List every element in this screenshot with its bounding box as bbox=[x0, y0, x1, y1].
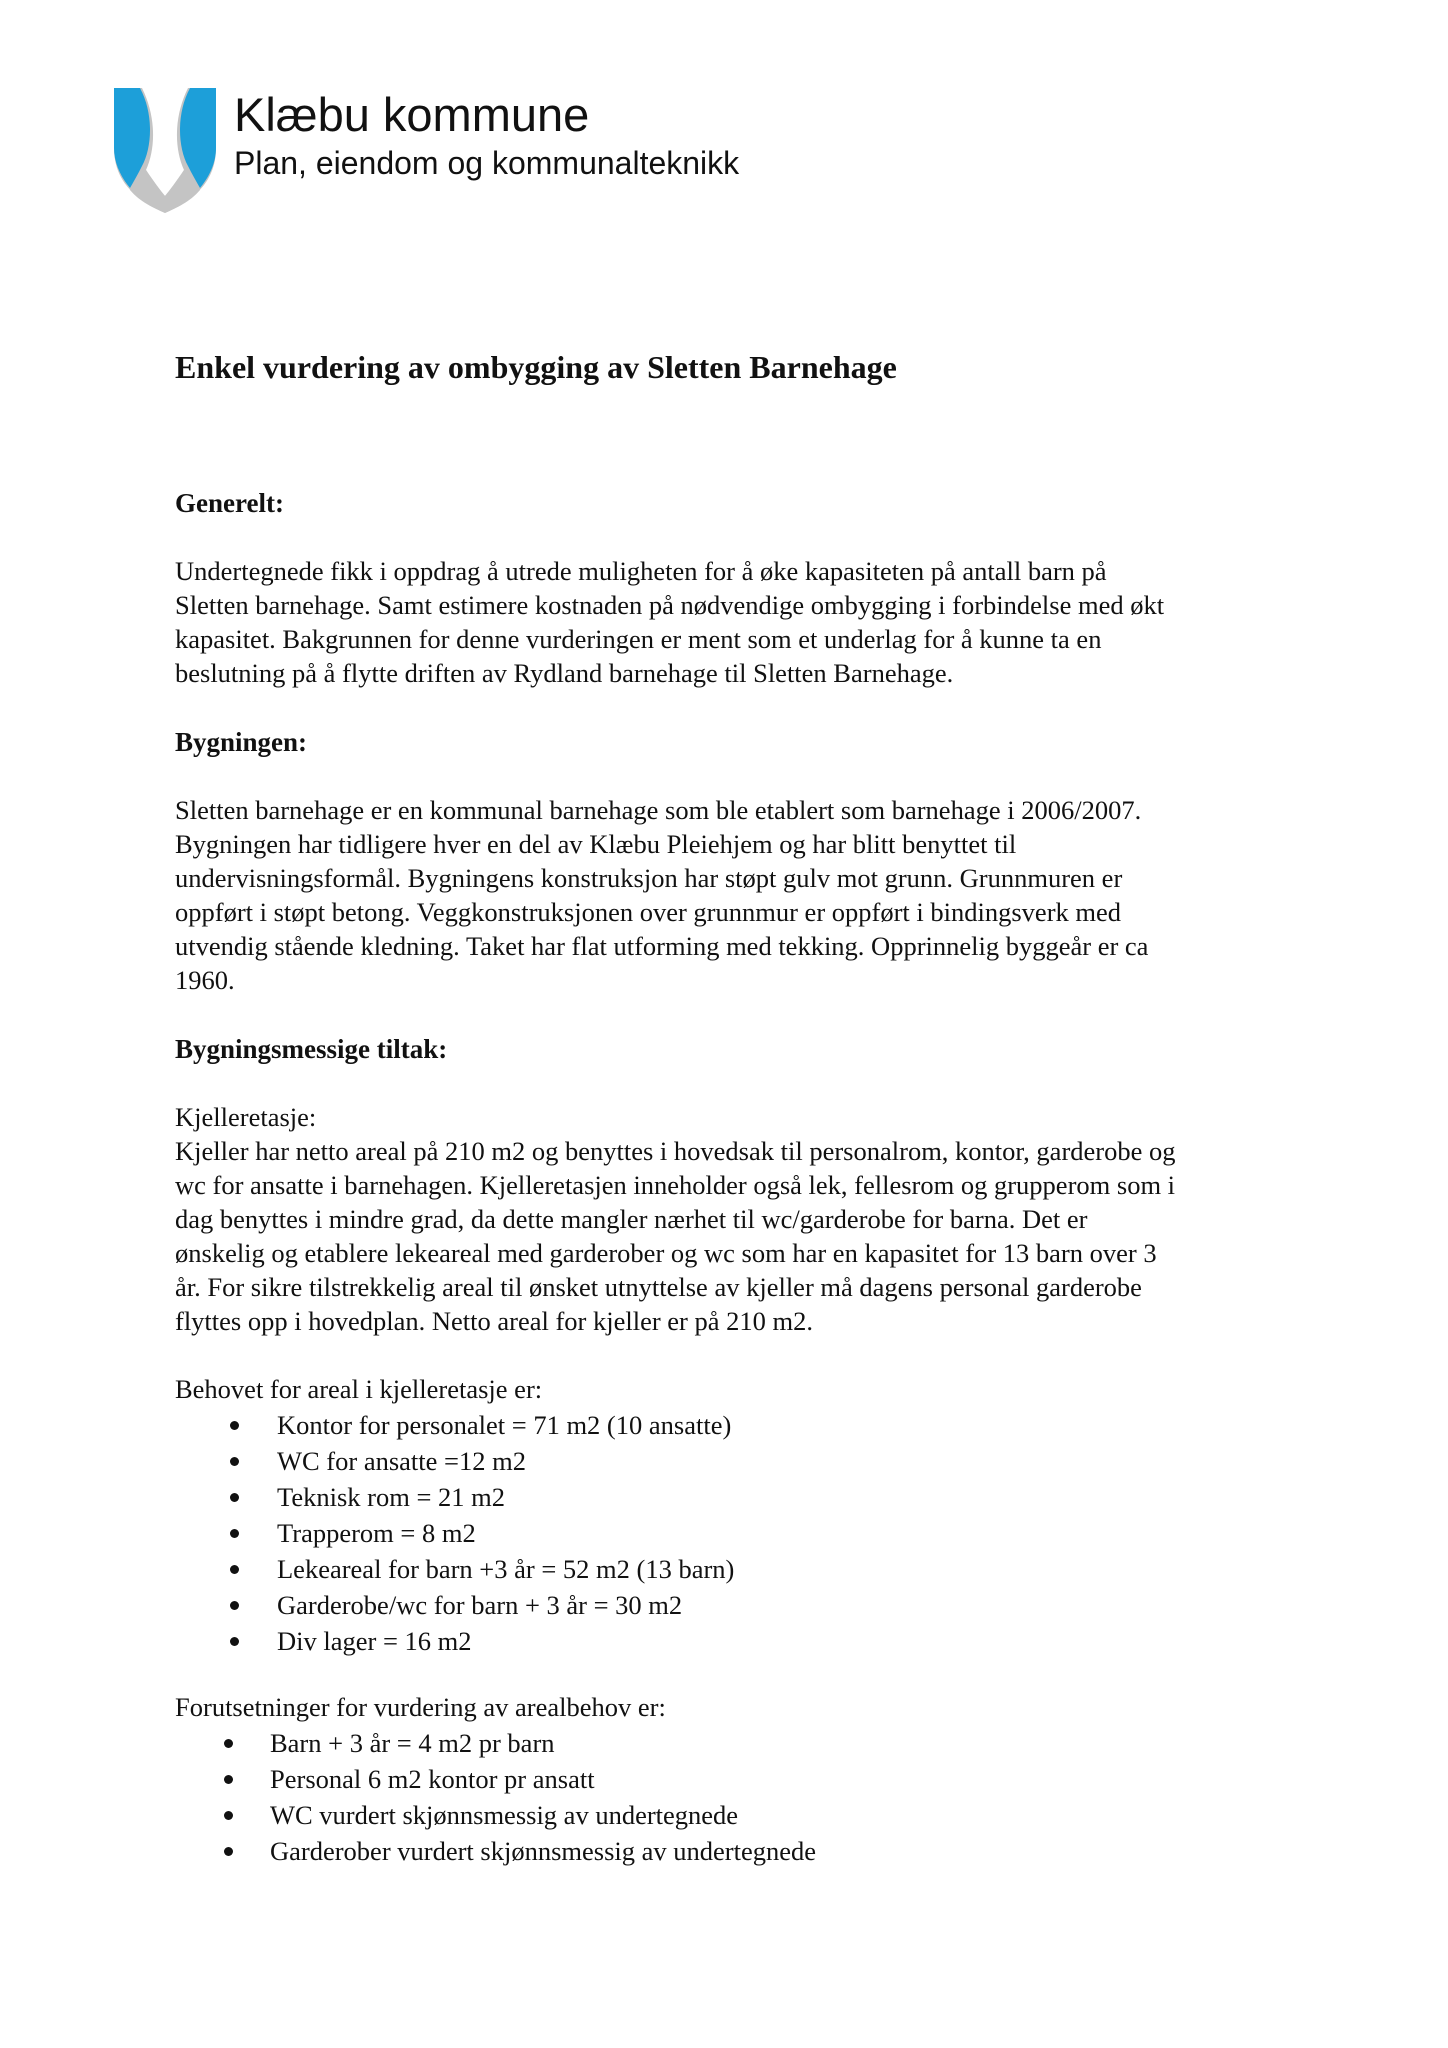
paragraph-kjelleretasje bbox=[175, 1100, 1315, 1338]
list-item bbox=[224, 1833, 816, 1869]
section-heading-tiltak: Bygningsmessige tiltak: bbox=[175, 1034, 448, 1064]
list-item-text: Personal 6 m2 kontor pr ansatt bbox=[270, 1764, 595, 1794]
text-line: Behovet for areal i kjelleretasje er: bbox=[175, 1374, 543, 1404]
list-item-text: WC for ansatte =12 m2 bbox=[277, 1446, 526, 1476]
list-item bbox=[230, 1515, 734, 1551]
list-item-text: Trapperom = 8 m2 bbox=[277, 1518, 476, 1548]
document-title: Enkel vurdering av ombygging av Sletten Barnehage bbox=[175, 349, 897, 385]
list-item-text: Barn + 3 år = 4 m2 pr barn bbox=[270, 1728, 555, 1758]
forutsetninger-intro bbox=[175, 1690, 1315, 1724]
paragraph-generelt bbox=[175, 554, 1315, 690]
list-item bbox=[224, 1761, 816, 1797]
coat-of-arms-icon bbox=[112, 86, 218, 214]
bullet-icon bbox=[224, 1775, 233, 1784]
list-item-text: WC vurdert skjønnsmessig av undertegnede bbox=[270, 1800, 739, 1830]
text-line: år. For sikre tilstrekkelig areal til ønsket utnyttelse av kjeller må dagens personal garderobe bbox=[175, 1272, 1142, 1302]
list-item-text: Garderobe/wc for barn + 3 år = 30 m2 bbox=[277, 1590, 683, 1620]
text-line: undervisningsformål. Bygningens konstruksjon har støpt gulv mot grunn. Grunnmuren er bbox=[175, 863, 1123, 893]
list-item bbox=[224, 1725, 816, 1761]
bullet-icon bbox=[224, 1847, 233, 1856]
text-line: Forutsetninger for vurdering av arealbehov er: bbox=[175, 1692, 666, 1722]
bullet-icon bbox=[230, 1457, 239, 1466]
behov-list bbox=[230, 1407, 734, 1659]
text-line: ønskelig og etablere lekeareal med garderober og wc som har en kapasitet for 13 barn over 3 bbox=[175, 1238, 1157, 1268]
bullet-icon bbox=[224, 1811, 233, 1820]
text-line: 1960. bbox=[175, 965, 235, 995]
forutsetninger-list bbox=[224, 1725, 816, 1869]
bullet-icon bbox=[224, 1739, 233, 1748]
text-line: Sletten barnehage. Samt estimere kostnaden på nødvendige ombygging i forbindelse med økt bbox=[175, 590, 1165, 620]
bullet-icon bbox=[230, 1421, 239, 1430]
department-name: Plan, eiendom og kommunalteknikk bbox=[234, 145, 740, 181]
bullet-icon bbox=[230, 1601, 239, 1610]
text-line: Kjeller har netto areal på 210 m2 og benyttes i hovedsak til personalrom, kontor, garderobe og bbox=[175, 1136, 1176, 1166]
text-line: dag benyttes i mindre grad, da dette mangler nærhet til wc/garderobe for barna. Det er bbox=[175, 1204, 1088, 1234]
text-line: Bygningen har tidligere hver en del av Klæbu Pleiehjem og har blitt benyttet til bbox=[175, 829, 1017, 859]
bullet-icon bbox=[230, 1529, 239, 1538]
text-line: Sletten barnehage er en kommunal barnehage som ble etablert som barnehage i 2006/2007. bbox=[175, 795, 1142, 825]
text-line: beslutning på å flytte driften av Rydland barnehage til Sletten Barnehage. bbox=[175, 658, 954, 688]
paragraph-bygningen bbox=[175, 793, 1315, 997]
list-item bbox=[230, 1587, 734, 1623]
list-item-text: Garderober vurdert skjønnsmessig av undertegnede bbox=[270, 1836, 817, 1866]
behov-intro bbox=[175, 1372, 1315, 1406]
list-item-text: Teknisk rom = 21 m2 bbox=[277, 1482, 506, 1512]
text-line: Kjelleretasje: bbox=[175, 1102, 317, 1132]
section-heading-generelt: Generelt: bbox=[175, 488, 284, 518]
list-item bbox=[224, 1797, 816, 1833]
list-item bbox=[230, 1551, 734, 1587]
list-item-text: Lekeareal for barn +3 år = 52 m2 (13 barn) bbox=[277, 1554, 735, 1584]
text-line: wc for ansatte i barnehagen. Kjelleretasjen inneholder også lek, fellesrom og grupperom som i bbox=[175, 1170, 1176, 1200]
text-line: kapasitet. Bakgrunnen for denne vurderingen er ment som et underlag for å kunne ta en bbox=[175, 624, 1102, 654]
list-item-text: Kontor for personalet = 71 m2 (10 ansatte) bbox=[277, 1410, 732, 1440]
list-item bbox=[230, 1479, 734, 1515]
organization-name: Klæbu kommune bbox=[234, 88, 590, 141]
text-line: flyttes opp i hovedplan. Netto areal for kjeller er på 210 m2. bbox=[175, 1306, 814, 1336]
bullet-icon bbox=[230, 1493, 239, 1502]
text-line: utvendig stående kledning. Taket har flat utforming med tekking. Opprinnelig byggeår er ca bbox=[175, 931, 1149, 961]
list-item bbox=[230, 1443, 734, 1479]
text-line: oppført i støpt betong. Veggkonstruksjonen over grunnmur er oppført i bindingsverk med bbox=[175, 897, 1122, 927]
list-item-text: Div lager = 16 m2 bbox=[277, 1626, 472, 1656]
list-item bbox=[230, 1407, 734, 1443]
bullet-icon bbox=[230, 1565, 239, 1574]
bullet-icon bbox=[230, 1637, 239, 1646]
text-line: Undertegnede fikk i oppdrag å utrede muligheten for å øke kapasiteten på antall barn på bbox=[175, 556, 1107, 586]
section-heading-bygningen: Bygningen: bbox=[175, 727, 308, 757]
list-item bbox=[230, 1623, 734, 1659]
